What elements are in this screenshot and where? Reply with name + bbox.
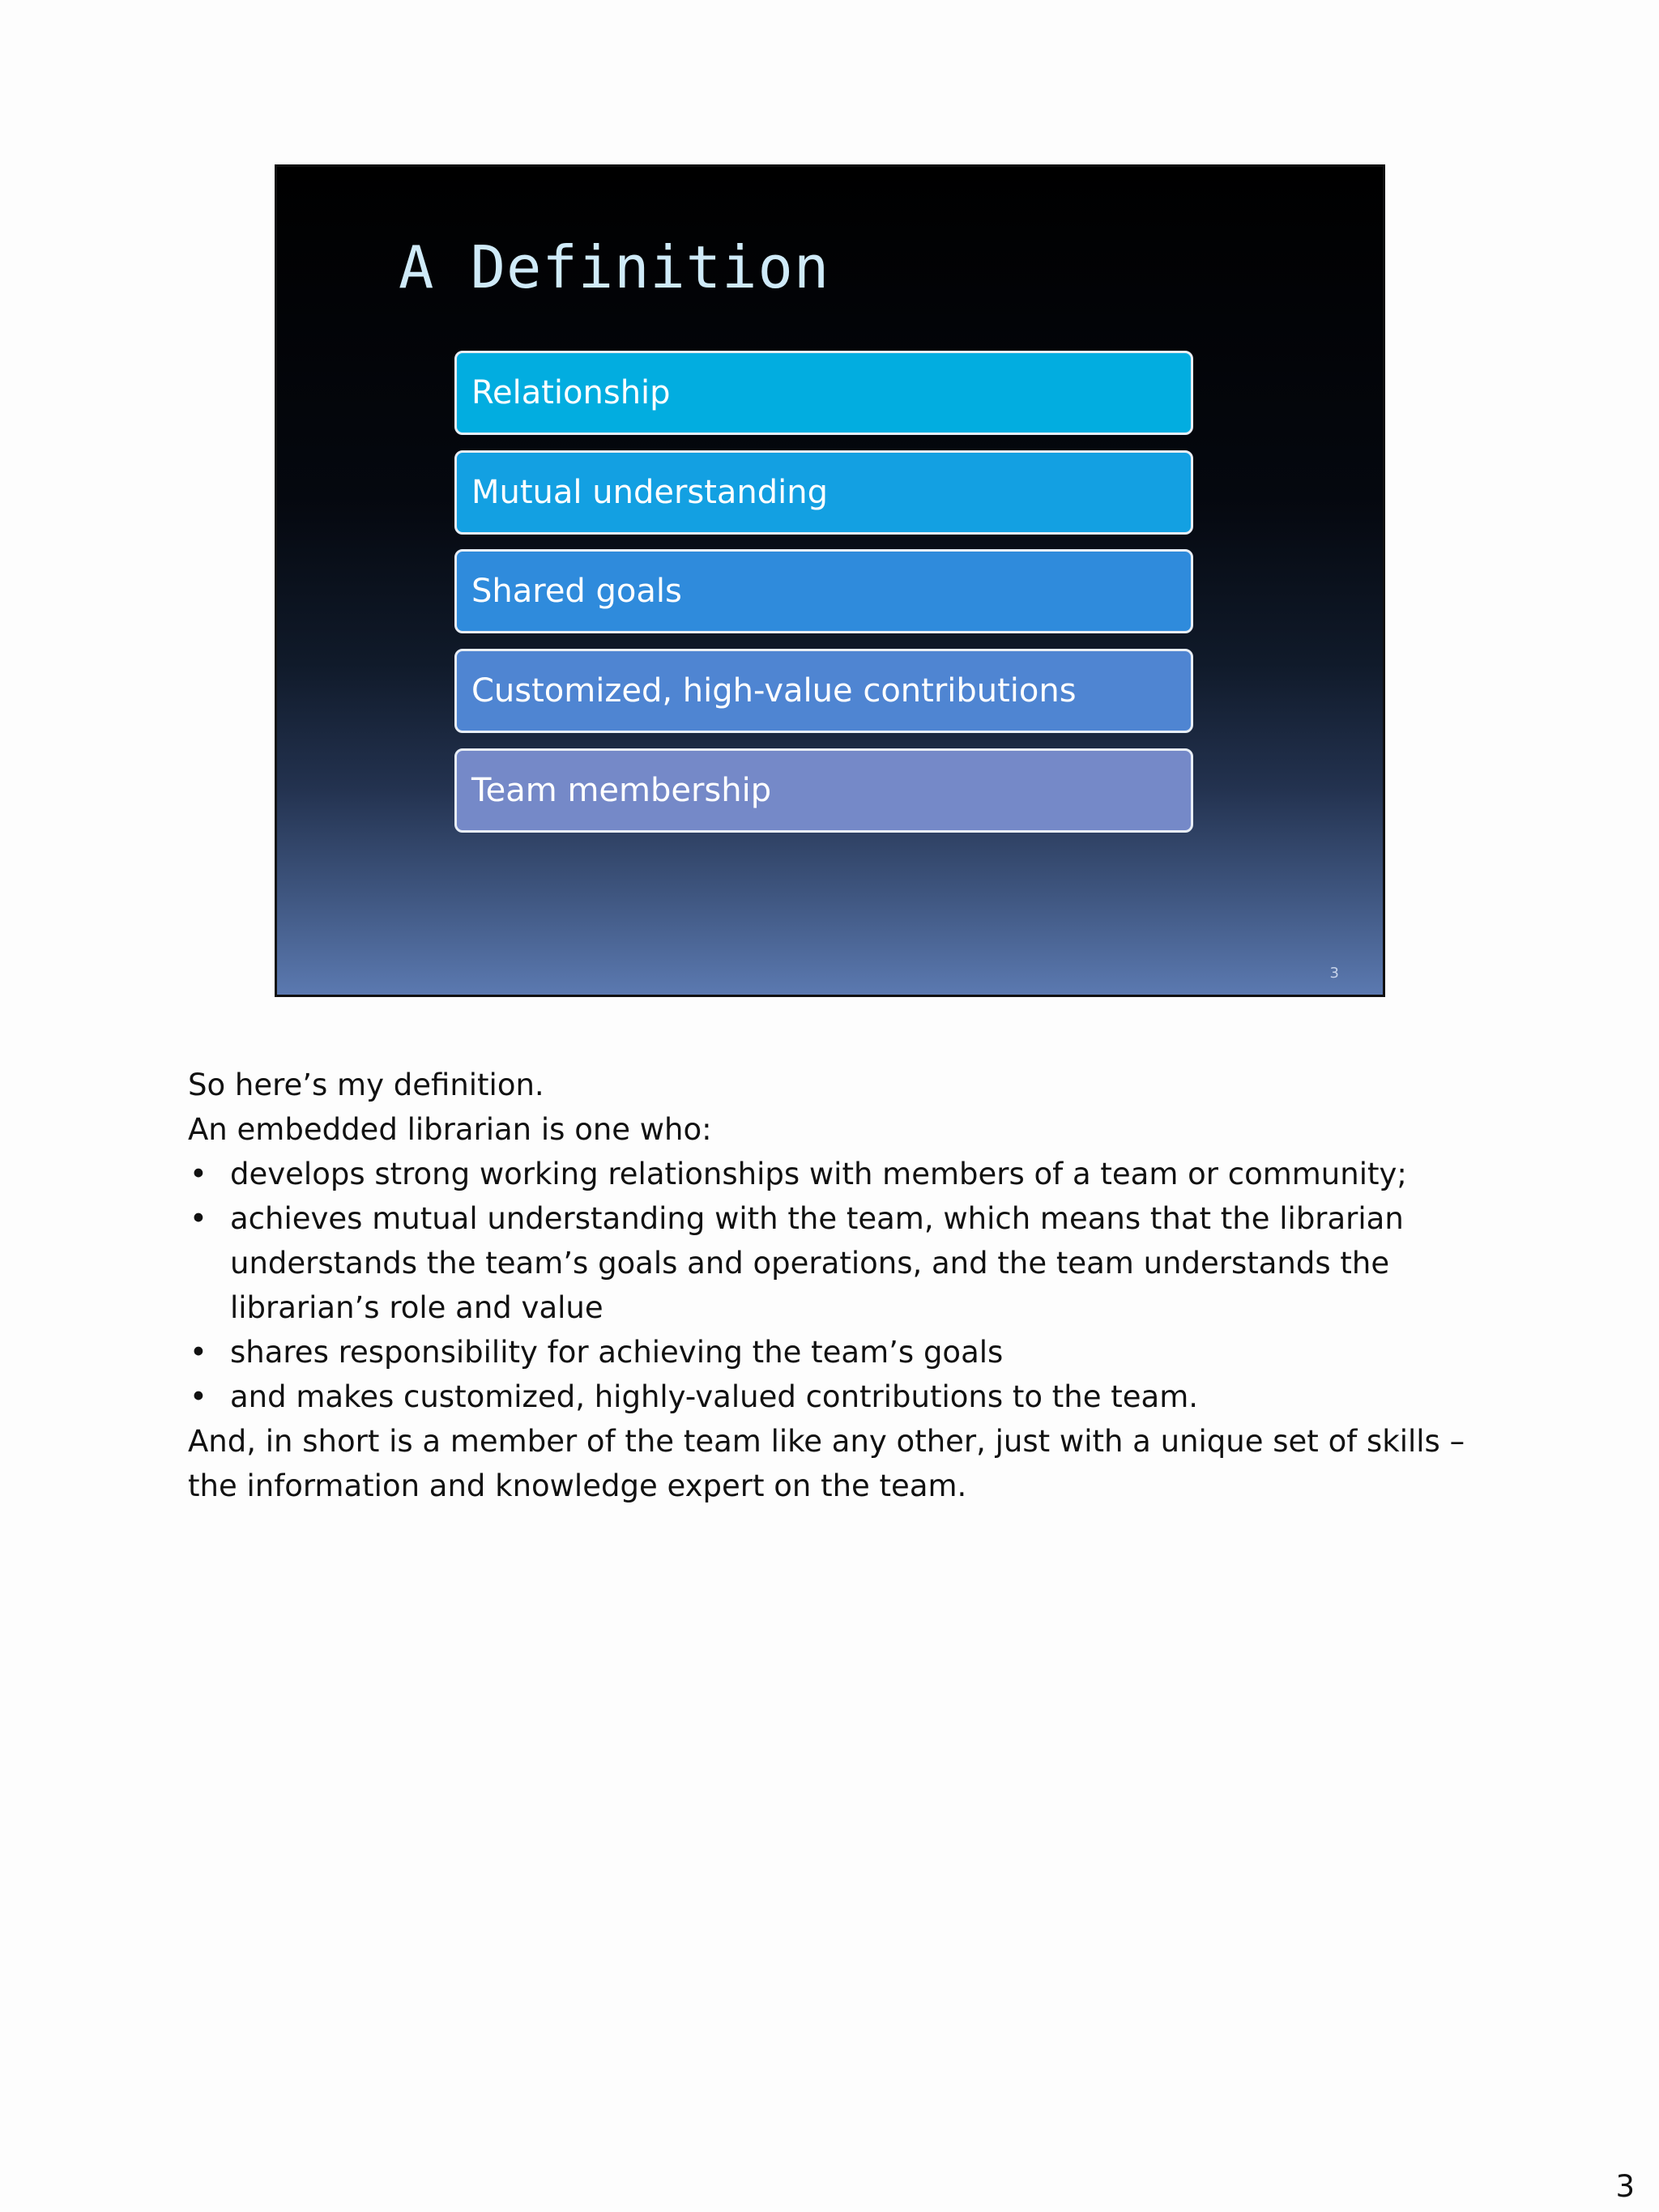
list-item-text: librarian’s role and value [230,1290,603,1325]
notes-bullet-list [188,1152,1484,1419]
page-number: 3 [1615,2169,1635,2204]
bullet-glyph: • [190,1157,207,1191]
list-item [188,1196,1484,1330]
definition-box-shared-goals: Shared goals [454,549,1193,633]
definition-box-mutual-understanding: Mutual understanding [454,450,1193,535]
notes-closing-line: And, in short is a member of the team like any other, just with a unique set of skills – [188,1424,1465,1459]
list-item-text: and makes customized, highly-valued contributions to the team. [230,1379,1199,1414]
list-item [188,1330,1484,1375]
list-item-text: develops strong working relationships with members of a team or community; [230,1157,1407,1191]
bullet-glyph: • [190,1335,207,1370]
list-item [188,1152,1484,1196]
slide-image [275,164,1385,997]
bullet-glyph: • [190,1201,207,1236]
notes-lead-line: An embedded librarian is one who: [188,1112,712,1147]
speaker-notes [188,1063,1484,1508]
list-item-text: achieves mutual understanding with the team, which means that the librarian [230,1201,1404,1236]
notes-intro-line: So here’s my definition. [188,1068,544,1102]
list-item-text: understands the team’s goals and operations, and the team understands the [230,1246,1390,1281]
slide-number: 3 [1329,965,1339,982]
definition-box-contributions: Customized, high-value contributions [454,649,1193,733]
list-item-text: shares responsibility for achieving the team’s goals [230,1335,1004,1370]
bullet-glyph: • [190,1379,207,1414]
definition-box-team-membership: Team membership [454,748,1193,833]
definition-box-relationship: Relationship [454,351,1193,435]
list-item [188,1375,1484,1419]
notes-closing-line: the information and knowledge expert on the team. [188,1468,967,1503]
slide-title: A Definition [399,233,830,301]
